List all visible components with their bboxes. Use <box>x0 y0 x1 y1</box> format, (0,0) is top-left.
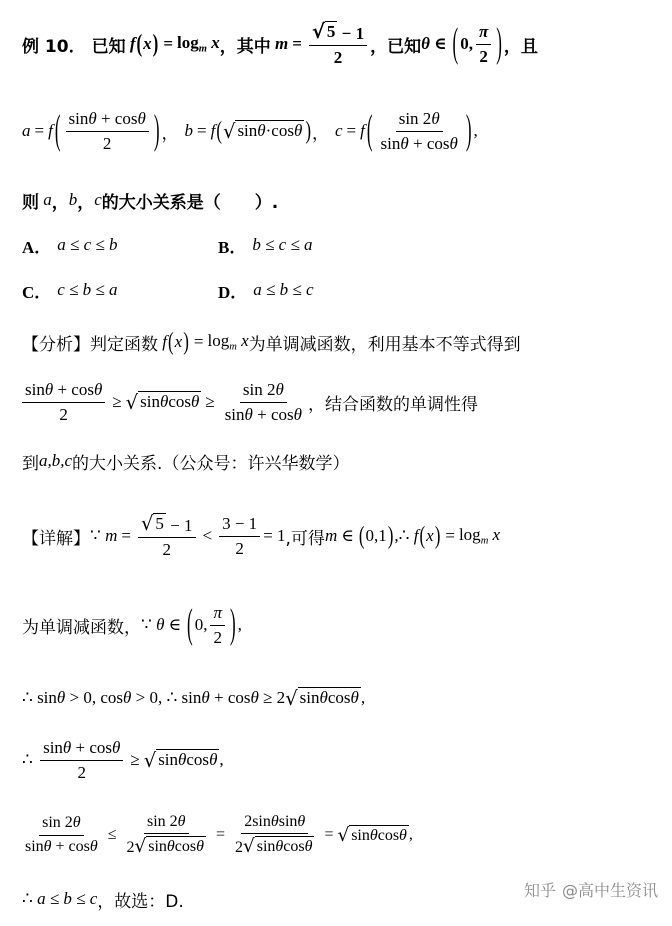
problem-line-1: 例 10． 已知 f ( x ) = $\log_m x$ ，其中 m = √ 5 − 1 2 ，已知 θ ∈ ( 0, $\frac{\pi}{2}$ ) ，且 <box>22 20 538 67</box>
detail-line-1: 【详解】 ∵ m = √ 5 − 1 2 < $\frac{3 - 1}{2}$ = 1 ,可得 m ∈ ( 0,1 ) ,∴ f ( x ) = $\log_m x$ <box>22 512 501 559</box>
analysis-tag: 【分析】 <box>22 334 90 355</box>
analysis-line-2: $\frac{\sin\theta + \cos\theta}{2}$ ≥ √ sinθcosθ ≥ $\frac{\sin 2\theta}{\sin\theta + \cos\theta}$ ，结合函数的单调性得 <box>22 372 662 432</box>
problem-line-3: 则 a ， b ， c 的大小关系是（ ）. <box>22 186 662 214</box>
option-d: D． a ≤ b ≤ c <box>218 280 314 302</box>
detail-line-5: $\frac{\sin 2\theta}{\sin\theta + \cos\theta}$ ≤ sin 2θ 2 √ sinθcosθ = 2sinθsinθ 2 √ sinθcosθ = √ sinθcosθ , <box>25 812 413 857</box>
option-c: C． c ≤ b ≤ a <box>22 280 118 302</box>
options-row-2 <box>22 276 662 304</box>
problem-line-2: a = f ( $\frac{\sin\theta + \cos\theta}{2}$ ) ， b = f ( √ sinθ·cosθ ) ， c = f ( $\frac{\sin 2\theta}{\sin\theta + \cos\theta}$ ) , <box>22 107 478 153</box>
watermark <box>524 878 658 901</box>
watermark-site: 知乎 <box>523 881 556 900</box>
m-fraction: √ 5 − 1 2 <box>309 21 367 68</box>
conclusion-text: ，故选：D. <box>97 891 184 912</box>
detail-tag: 【详解】 <box>22 528 90 549</box>
known-text: 已知 <box>91 36 126 57</box>
detail-line-2: 为单调减函数， ∵ θ ∈ ( 0, $\frac{\pi}{2}$ ) , <box>22 601 242 647</box>
detail-line-3: ∴ sinθ > 0, cosθ > 0, ∴ sinθ + cosθ ≥ 2 √ sinθcosθ , <box>22 687 366 711</box>
analysis-line-1: 【分析】 判定函数 f ( x ) = $\log_m x$ 为单调减函数，利用基本不等式得到 <box>22 327 521 356</box>
options-row-1 <box>22 231 662 259</box>
and-text: ，且 <box>503 36 538 57</box>
where-text: ，其中 <box>219 36 271 57</box>
known2-text: ，已知 <box>370 36 422 57</box>
watermark-author: @高中生资讯 <box>561 881 658 900</box>
detail-line-6: ∴ a ≤ b ≤ c ，故选：D. <box>22 884 662 914</box>
option-b: B． b ≤ c ≤ a <box>218 235 313 257</box>
option-a: A． a ≤ c ≤ b <box>22 235 118 257</box>
detail-line-4: ∴ $\frac{\sin\theta + \cos\theta}{2}$ ≥ √ sinθcosθ , <box>22 737 224 782</box>
problem-label: 例 10． <box>22 36 86 57</box>
question-text: 的大小关系是（ ）. <box>101 192 279 213</box>
analysis-line-3: 到 a,b,c 的大小关系.（公众号：许兴华数学） <box>22 451 350 474</box>
